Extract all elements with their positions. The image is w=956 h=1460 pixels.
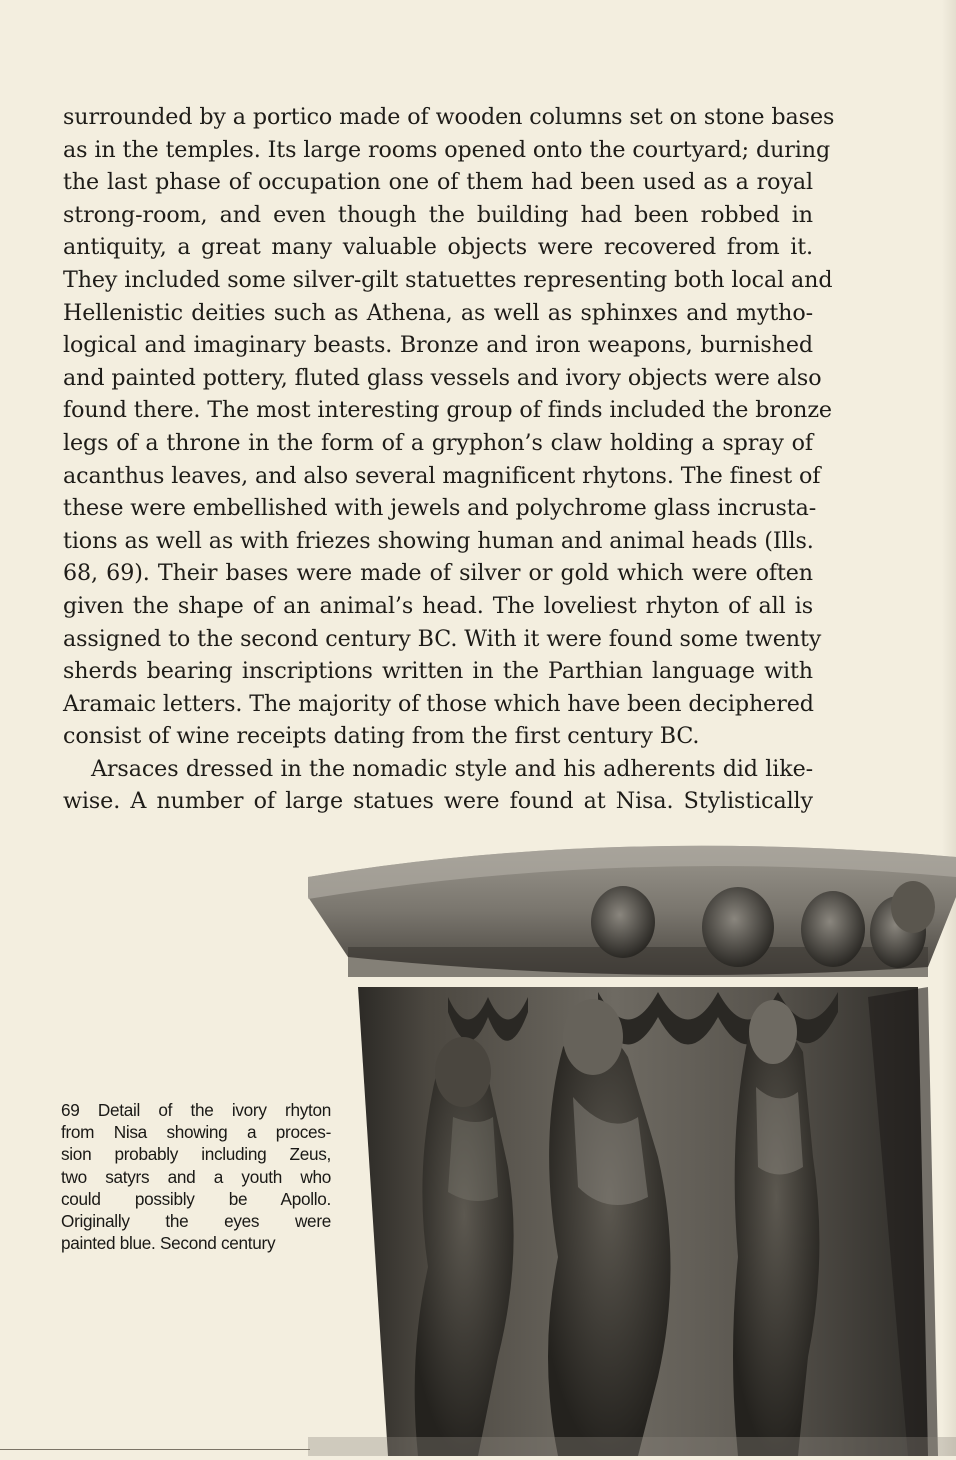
text-line: and painted pottery, fluted glass vessels and ivory objects were also (63, 364, 822, 391)
text-line: wise. A number of large statues were found at Nisa. Stylistically (63, 788, 813, 815)
text-line: assigned to the second century BC. With it were found some twenty (63, 625, 822, 652)
text-line: 68, 69). Their bases were made of silver or gold which were often (63, 560, 813, 587)
text-line: logical and imaginary beasts. Bronze and iron weapons, burnished (63, 332, 813, 359)
text-line: They included some silver-gilt statuettes representing both local and (63, 266, 833, 293)
text-line: these were embellished with jewels and polychrome glass incrusta- (63, 495, 817, 522)
text-line: acanthus leaves, and also several magnificent rhytons. The finest of (63, 462, 821, 489)
caption-line: sion probably including Zeus, (61, 1144, 331, 1165)
text-line: Aramaic letters. The majority of those which have been deciphered (63, 690, 814, 717)
caption-line: two satyrs and a youth who (61, 1166, 331, 1187)
text-line: given the shape of an animal’s head. The loveliest rhyton of all is (63, 592, 813, 619)
text-line: Hellenistic deities such as Athena, as well as sphinxes and mytho- (63, 299, 813, 326)
body-text (63, 101, 835, 818)
text-line: sherds bearing inscriptions written in the Parthian language with (63, 658, 813, 685)
text-line: legs of a throne in the form of a gryphon’s claw holding a spray of (63, 429, 813, 456)
text-line: surrounded by a portico made of wooden columns set on stone bases (63, 104, 835, 130)
caption-line: Originally the eyes were (61, 1210, 331, 1231)
caption-line: from Nisa showing a proces- (61, 1122, 331, 1143)
paragraph-first-line: Arsaces dressed in the nomadic style and his adherents did like- (91, 755, 813, 782)
text-line: consist of wine receipts dating from the first century BC. (63, 723, 700, 750)
text-line: tions as well as with friezes showing human and animal heads (Ills. (63, 527, 814, 554)
caption-line: painted blue. Second century (61, 1233, 276, 1254)
rhyton-photograph (308, 837, 956, 1456)
text-line: antiquity, a great many valuable objects were recovered from it. (63, 234, 813, 261)
text-line: found there. The most interesting group of finds included the bronze (63, 397, 832, 424)
caption-line: 69 Detail of the ivory rhyton (61, 1100, 331, 1120)
bottom-rule (0, 1449, 310, 1450)
caption-line: could possibly be Apollo. (61, 1188, 331, 1209)
text-line: the last phase of occupation one of them had been used as a royal (63, 169, 813, 196)
text-line: as in the temples. Its large rooms opened onto the courtyard; during (63, 136, 831, 163)
text-line: strong-room, and even though the building had been robbed in (63, 201, 813, 228)
figure-caption (61, 1099, 331, 1254)
